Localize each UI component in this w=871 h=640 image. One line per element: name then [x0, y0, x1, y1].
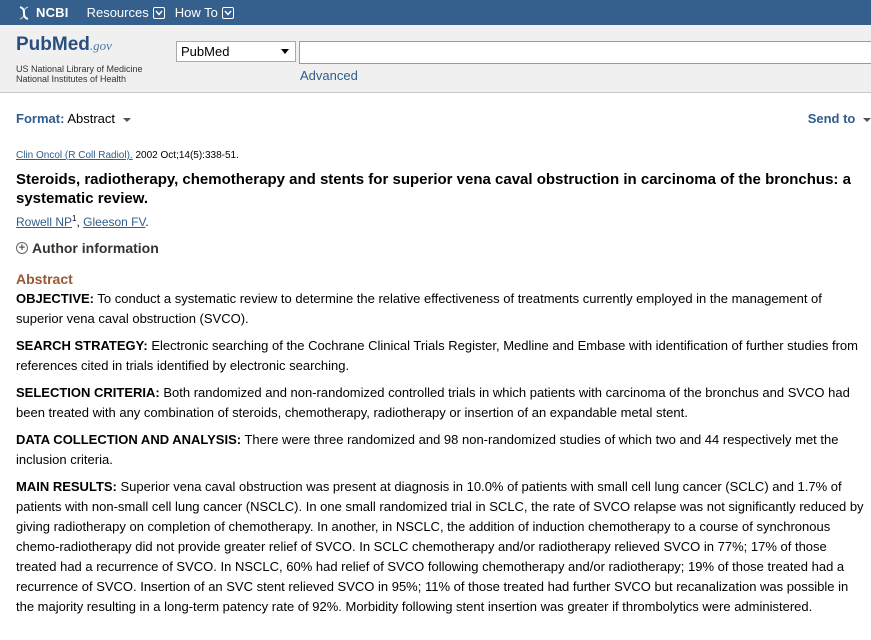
author-information-label: Author information [32, 240, 159, 256]
author-list: Rowell $NP^1$, Gleeson FV. [16, 214, 149, 229]
search-input[interactable] [299, 41, 871, 64]
abstract-body [16, 289, 866, 624]
section-text: Electronic searching of the Cochrane Clinical Trials Register, Medline and Embase with identification of further studies from references cited in trials identified by electronic searching. [16, 338, 858, 373]
how-to-menu-label: How To [174, 5, 218, 20]
citation-details: 2002 Oct;14(5):338-51. [132, 150, 239, 161]
caret-down-icon [863, 118, 871, 122]
author-link[interactable]: Rowell NP [16, 215, 73, 229]
chevron-down-icon [222, 7, 234, 19]
section-text: Superior vena caval obstruction was present at diagnosis in 10.0% of patients with small cell lung cancer (SCLC) and 1.7% of patients with non-small cell lung cancer (NSCLC). In one small randomized trial in SCLC, the rate of SVCO relapse was not significantly reduced by giving radiotherapy on completion of chemotherapy. In another, in NSCLC, the addition of induction chemotherapy to a course of synchronous chemo-radiotherapy did not provide greater relief of SVCO. In SCLC chemotherapy and/or radiotherapy relieved SVCO in 77%; 17% of those treated had a recurrence of SVCO. In NSCLC, 60% had relief of SVCO following chemotherapy and/or radiotherapy; 19% of those treated had a recurrence of SVCO. Insertion of an SVC stent relieved SVCO in 95%; 11% of those treated had further SVCO but recanalization was possible in the majority resulting in a long-term patency rate of 92%. Morbidity following stent insertion was greater if thrombolytics were administered. [16, 479, 864, 614]
section-label: SEARCH STRATEGY: [16, 338, 148, 353]
resources-menu[interactable] [87, 5, 165, 20]
nlm-label: US National Library of Medicine [16, 64, 143, 74]
format-value: Abstract [67, 111, 115, 126]
pubmed-logo-suffix: .gov [89, 38, 112, 53]
ncbi-logo[interactable] [16, 5, 69, 21]
format-label: Format [16, 111, 61, 126]
ncbi-helix-icon [16, 5, 32, 21]
send-to-label: Send to [807, 111, 856, 126]
section-label: OBJECTIVE: [16, 291, 95, 306]
how-to-menu[interactable] [175, 5, 234, 20]
database-select-value: PubMed [181, 44, 230, 59]
abstract-heading: Abstract [16, 271, 73, 287]
section-label: DATA COLLECTION AND ANALYSIS: [16, 432, 242, 447]
abstract-section-search-strategy [16, 336, 866, 376]
ncbi-logo-text: NCBI [36, 5, 69, 20]
pubmed-logo[interactable] [16, 34, 112, 56]
section-label: MAIN RESULTS: [16, 479, 117, 494]
abstract-section-data-collection [16, 430, 866, 470]
author-link[interactable]: Gleeson FV [83, 215, 146, 229]
section-label: SELECTION CRITERIA: [16, 385, 160, 400]
section-text: Both randomized and non-randomized controlled trials in which patients with carcinoma of the bronchus and SVCO had been treated with any combination of steroids, chemotherapy, radiotherapy or insertion of an expandable metal stent. [16, 385, 850, 420]
database-select[interactable] [176, 41, 296, 62]
resources-menu-label: Resources [86, 5, 149, 20]
top-nav [87, 5, 244, 20]
advanced-search-link[interactable]: Advanced [300, 68, 358, 83]
abstract-section-objective [16, 289, 866, 329]
dropdown-arrow-icon [281, 49, 289, 54]
nih-label: National Institutes of Health [16, 74, 127, 84]
article-title: Steroids, radiotherapy, chemotherapy and stents for superior vena caval obstruction in carcinoma of the bronchus: a systematic review. [16, 171, 851, 207]
journal-link[interactable]: Clin Oncol (R Coll Radiol). [16, 150, 133, 161]
abstract-section-main-results [16, 477, 866, 617]
format-selector[interactable]: Format: Abstract [16, 111, 131, 126]
abstract-section-selection-criteria [16, 383, 866, 423]
expand-plus-icon: + [16, 242, 28, 254]
section-text: There were three randomized and 98 non-randomized studies of which two and 44 respectively met the inclusion criteria. [16, 432, 839, 467]
pubmed-logo-text: PubMed [16, 34, 90, 55]
send-to-menu[interactable] [808, 111, 871, 126]
author-information-toggle[interactable] [16, 240, 159, 256]
caret-down-icon [123, 118, 131, 122]
author-affiliation-marker[interactable]: 1 [72, 214, 77, 223]
chevron-down-icon [153, 7, 165, 19]
ncbi-top-bar [0, 0, 871, 25]
search-header [0, 25, 871, 93]
citation [16, 150, 239, 161]
section-text: To conduct a systematic review to determine the relative effectiveness of treatments currently employed in the management of superior vena caval obstruction (SVCO). [16, 291, 822, 326]
